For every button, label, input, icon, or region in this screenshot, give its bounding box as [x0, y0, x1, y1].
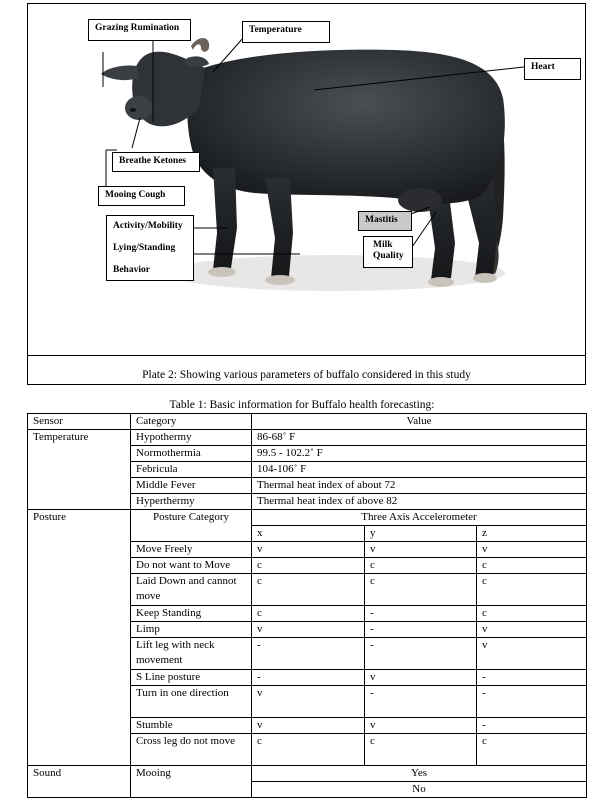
sensor-cell-empty [28, 622, 131, 638]
callout-activity-text: Activity/Mobility [113, 221, 183, 231]
posture-row [28, 574, 587, 606]
posture-row [28, 686, 587, 718]
posture-y-value: v [365, 542, 477, 558]
posture-y-value: c [365, 734, 477, 766]
posture-row [28, 718, 587, 734]
posture-z-value: - [477, 686, 587, 718]
sound-value-no: No [252, 782, 587, 798]
posture-category: Limp [131, 622, 252, 638]
table-title: Table 1: Basic information for Buffalo health forecasting: [169, 399, 435, 411]
callout-grazing-text: Grazing Rumination [95, 23, 180, 33]
sensor-cell-empty [28, 462, 131, 478]
posture-y-value: - [365, 638, 477, 670]
posture-y-value: - [365, 606, 477, 622]
header-sensor: Sensor [28, 414, 131, 430]
temperature-category: Normothermia [131, 446, 252, 462]
category-cell-empty [131, 526, 252, 542]
sensor-cell-empty [28, 558, 131, 574]
table-header-row [28, 414, 587, 430]
posture-z-value: c [477, 734, 587, 766]
posture-y-value: - [365, 686, 477, 718]
callout-breathe-text: Breathe Ketones [119, 156, 187, 166]
sensor-temperature: Temperature [28, 430, 131, 446]
posture-x-value: c [252, 734, 365, 766]
posture-axes-row [28, 526, 587, 542]
sound-category: Mooing [131, 766, 252, 782]
posture-z-value: - [477, 718, 587, 734]
temperature-value: Thermal heat index of above 82 [252, 494, 587, 510]
temperature-value: Thermal heat index of about 72 [252, 478, 587, 494]
callout-activity-group [106, 215, 194, 281]
posture-x-value: c [252, 558, 365, 574]
posture-z-value: v [477, 638, 587, 670]
posture-category: Cross leg do not move [131, 734, 252, 766]
posture-row [28, 622, 587, 638]
category-cell-empty [131, 782, 252, 798]
posture-category: Turn in one direction [131, 686, 252, 718]
posture-row [28, 734, 587, 766]
posture-category: Lift leg with neck movement [131, 638, 252, 670]
callout-behavior-text: Behavior [113, 264, 150, 275]
accelerometer-header: Three Axis Accelerometer [252, 510, 587, 526]
posture-x-value: c [252, 574, 365, 606]
posture-category: S Line posture [131, 670, 252, 686]
temperature-value: 86-68˚ F [252, 430, 587, 446]
posture-header-row [28, 510, 587, 526]
sensor-sound: Sound [28, 766, 131, 782]
callout-heart [524, 58, 581, 80]
sensor-cell-empty [28, 542, 131, 558]
posture-category: Move Freely [131, 542, 252, 558]
temperature-row [28, 462, 587, 478]
callout-mooing-text: Mooing Cough [105, 190, 166, 200]
posture-category-header: Posture Category [131, 510, 252, 526]
temperature-row [28, 430, 587, 446]
callout-heart-text: Heart [531, 62, 555, 72]
temperature-value: 104-106˚ F [252, 462, 587, 478]
callout-mastitis-text: Mastitis [365, 215, 398, 225]
sensor-cell-empty [28, 686, 131, 718]
posture-z-value: - [477, 670, 587, 686]
plate-caption: Plate 2: Showing various parameters of buffalo considered in this study [142, 369, 471, 381]
temperature-category: Hypothermy [131, 430, 252, 446]
posture-row [28, 558, 587, 574]
posture-y-value: c [365, 558, 477, 574]
callout-temperature-text: Temperature [249, 25, 302, 35]
posture-row [28, 670, 587, 686]
sound-row [28, 782, 587, 798]
posture-category: Laid Down and cannot move [131, 574, 252, 606]
sound-value-yes: Yes [252, 766, 587, 782]
posture-x-value: c [252, 606, 365, 622]
sound-row [28, 766, 587, 782]
callout-mooing-cough [98, 186, 185, 206]
posture-y-value: v [365, 718, 477, 734]
sensor-cell-empty [28, 638, 131, 670]
posture-y-value: v [365, 670, 477, 686]
sensor-cell-empty [28, 478, 131, 494]
posture-x-value: - [252, 638, 365, 670]
temperature-row [28, 478, 587, 494]
callout-quality-text: Quality [373, 250, 404, 261]
posture-x-value: v [252, 686, 365, 718]
posture-row [28, 542, 587, 558]
sensor-cell-empty [28, 446, 131, 462]
sensor-cell-empty [28, 782, 131, 798]
callout-mastitis [358, 211, 412, 231]
callout-grazing-rumination [88, 19, 191, 41]
callout-milk-quality [363, 236, 413, 268]
posture-x-value: - [252, 670, 365, 686]
posture-category: Do not want to Move [131, 558, 252, 574]
posture-row [28, 638, 587, 670]
temperature-category: Middle Fever [131, 478, 252, 494]
sensor-cell-empty [28, 526, 131, 542]
callout-temperature [242, 21, 330, 43]
posture-category: Stumble [131, 718, 252, 734]
axis-header-z: z [477, 526, 587, 542]
posture-row [28, 606, 587, 622]
temperature-row [28, 494, 587, 510]
sensor-cell-empty [28, 494, 131, 510]
posture-z-value: c [477, 558, 587, 574]
callout-milk-text: Milk [373, 240, 393, 250]
axis-header-x: x [252, 526, 365, 542]
temperature-category: Hyperthermy [131, 494, 252, 510]
posture-z-value: v [477, 622, 587, 638]
callout-breathe-ketones [112, 152, 200, 172]
plate-divider [28, 355, 585, 356]
temperature-category: Febricula [131, 462, 252, 478]
posture-z-value: v [477, 542, 587, 558]
callout-lying-text: Lying/Standing [113, 242, 176, 253]
sensor-cell-empty [28, 606, 131, 622]
temperature-row [28, 446, 587, 462]
axis-header-y: y [365, 526, 477, 542]
sensor-cell-empty [28, 734, 131, 766]
posture-z-value: c [477, 574, 587, 606]
sensor-cell-empty [28, 670, 131, 686]
health-forecasting-table [27, 413, 587, 798]
sensor-cell-empty [28, 574, 131, 606]
header-value: Value [252, 414, 587, 430]
posture-y-value: c [365, 574, 477, 606]
posture-y-value: - [365, 622, 477, 638]
temperature-value: 99.5 - 102.2˚ F [252, 446, 587, 462]
sensor-cell-empty [28, 718, 131, 734]
sensor-posture: Posture [28, 510, 131, 526]
posture-x-value: v [252, 622, 365, 638]
posture-category: Keep Standing [131, 606, 252, 622]
posture-x-value: v [252, 542, 365, 558]
posture-x-value: v [252, 718, 365, 734]
posture-z-value: c [477, 606, 587, 622]
header-category: Category [131, 414, 252, 430]
